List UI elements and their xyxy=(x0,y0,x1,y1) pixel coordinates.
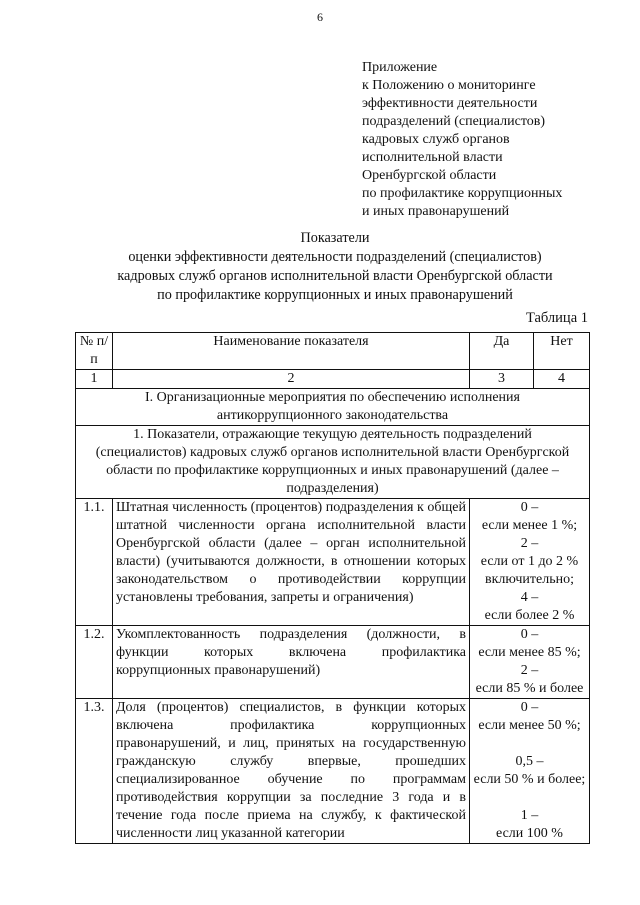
value-line: если менее 50 %; xyxy=(478,718,581,733)
row-num: 1.3. xyxy=(76,699,113,844)
table-caption: Таблица 1 xyxy=(525,310,588,326)
value-line: 2 – xyxy=(520,536,539,551)
indicator-values xyxy=(470,499,590,626)
title-line: оценки эффективности деятельности подразделений (специалистов) xyxy=(128,249,542,265)
value-line: если 100 % xyxy=(496,826,563,841)
appendix-line: исполнительной власти xyxy=(362,150,503,165)
table-row xyxy=(76,499,590,626)
appendix-line: и иных правонарушений xyxy=(362,204,510,219)
value-line: 0 – xyxy=(520,627,539,642)
indicator-text: Укомплектованность подразделения (должности, в функции которых включена профилактика коррупционных правонарушений) xyxy=(113,626,470,699)
value-line: если менее 1 %; xyxy=(481,518,578,533)
title-line: кадровых служб органов исполнительной власти Оренбургской области xyxy=(117,268,553,284)
appendix-line: к Положению о мониторинге xyxy=(362,78,536,93)
value-line: если 50 % и более; xyxy=(473,772,586,787)
table-row xyxy=(76,626,590,699)
value-line: 4 – xyxy=(520,590,539,605)
value-line: 2 – xyxy=(520,663,539,678)
value-line: 0 – xyxy=(520,500,539,515)
page-number: 6 xyxy=(317,10,323,24)
header-yes: Да xyxy=(470,333,534,370)
value-line: если более 2 % xyxy=(484,608,575,623)
title-heading: Показатели xyxy=(300,230,370,246)
appendix-line: Приложение xyxy=(362,60,438,75)
appendix-line: эффективности деятельности xyxy=(362,96,538,111)
table-row xyxy=(76,699,590,844)
header-no: Нет xyxy=(534,333,590,370)
value-line: 0,5 – xyxy=(515,754,544,769)
numbering-cell: 4 xyxy=(534,370,590,389)
numbering-cell: 3 xyxy=(470,370,534,389)
value-line: если от 1 до 2 % xyxy=(480,554,579,569)
value-line: если 85 % и более xyxy=(475,681,584,696)
value-line: включительно; xyxy=(485,572,574,587)
document-title xyxy=(40,229,630,305)
appendix-line: подразделений (специалистов) xyxy=(362,114,546,129)
header-num: № п/п xyxy=(76,333,113,370)
appendix-line: по профилактике коррупционных xyxy=(362,186,563,201)
indicator-values xyxy=(470,626,590,699)
indicator-values xyxy=(470,699,590,844)
row-num: 1.1. xyxy=(76,499,113,626)
section-row xyxy=(76,389,590,426)
value-line: 1 – xyxy=(520,808,539,823)
indicator-text: Доля (процентов) специалистов, в функции которых включена профилактика коррупционных правонарушений, и лиц, принятых на государственную гражданскую службу впервые, прошедших специализированное обучение по программам противодействия коррупции за последние 3 года и в течение года после приема на службу, к фактической численности лиц указанной категории xyxy=(113,699,470,844)
value-line: если менее 85 %; xyxy=(478,645,581,660)
group-row xyxy=(76,426,590,499)
numbering-cell: 2 xyxy=(113,370,470,389)
title-line: по профилактике коррупционных и иных правонарушений xyxy=(157,287,513,303)
indicator-text: Штатная численность (процентов) подразделения к общей штатной численности органа исполнительной власти Оренбургской области (далее – орган исполнительной власти) (учитываются должности, в отношении которых законодательством о противодействии коррупции установлены требования, запреты и ограничения) xyxy=(113,499,470,626)
table-header-row xyxy=(76,333,590,370)
appendix-block xyxy=(362,59,634,221)
section-title: I. Организационные мероприятия по обеспечению исполнения антикоррупционного законодательства xyxy=(76,389,590,426)
group-title: 1. Показатели, отражающие текущую деятельность подразделений (специалистов) кадровых служб органов исполнительной власти Оренбургской области по профилактике коррупционных и иных правонарушений (далее – подразделения) xyxy=(76,426,590,499)
numbering-cell: 1 xyxy=(76,370,113,389)
row-num: 1.2. xyxy=(76,626,113,699)
appendix-line: кадровых служб органов xyxy=(362,132,510,147)
indicators-table xyxy=(75,332,590,844)
appendix-line: Оренбургской области xyxy=(362,168,497,183)
table-numbering-row xyxy=(76,370,590,389)
header-name: Наименование показателя xyxy=(113,333,470,370)
value-line: 0 – xyxy=(520,700,539,715)
